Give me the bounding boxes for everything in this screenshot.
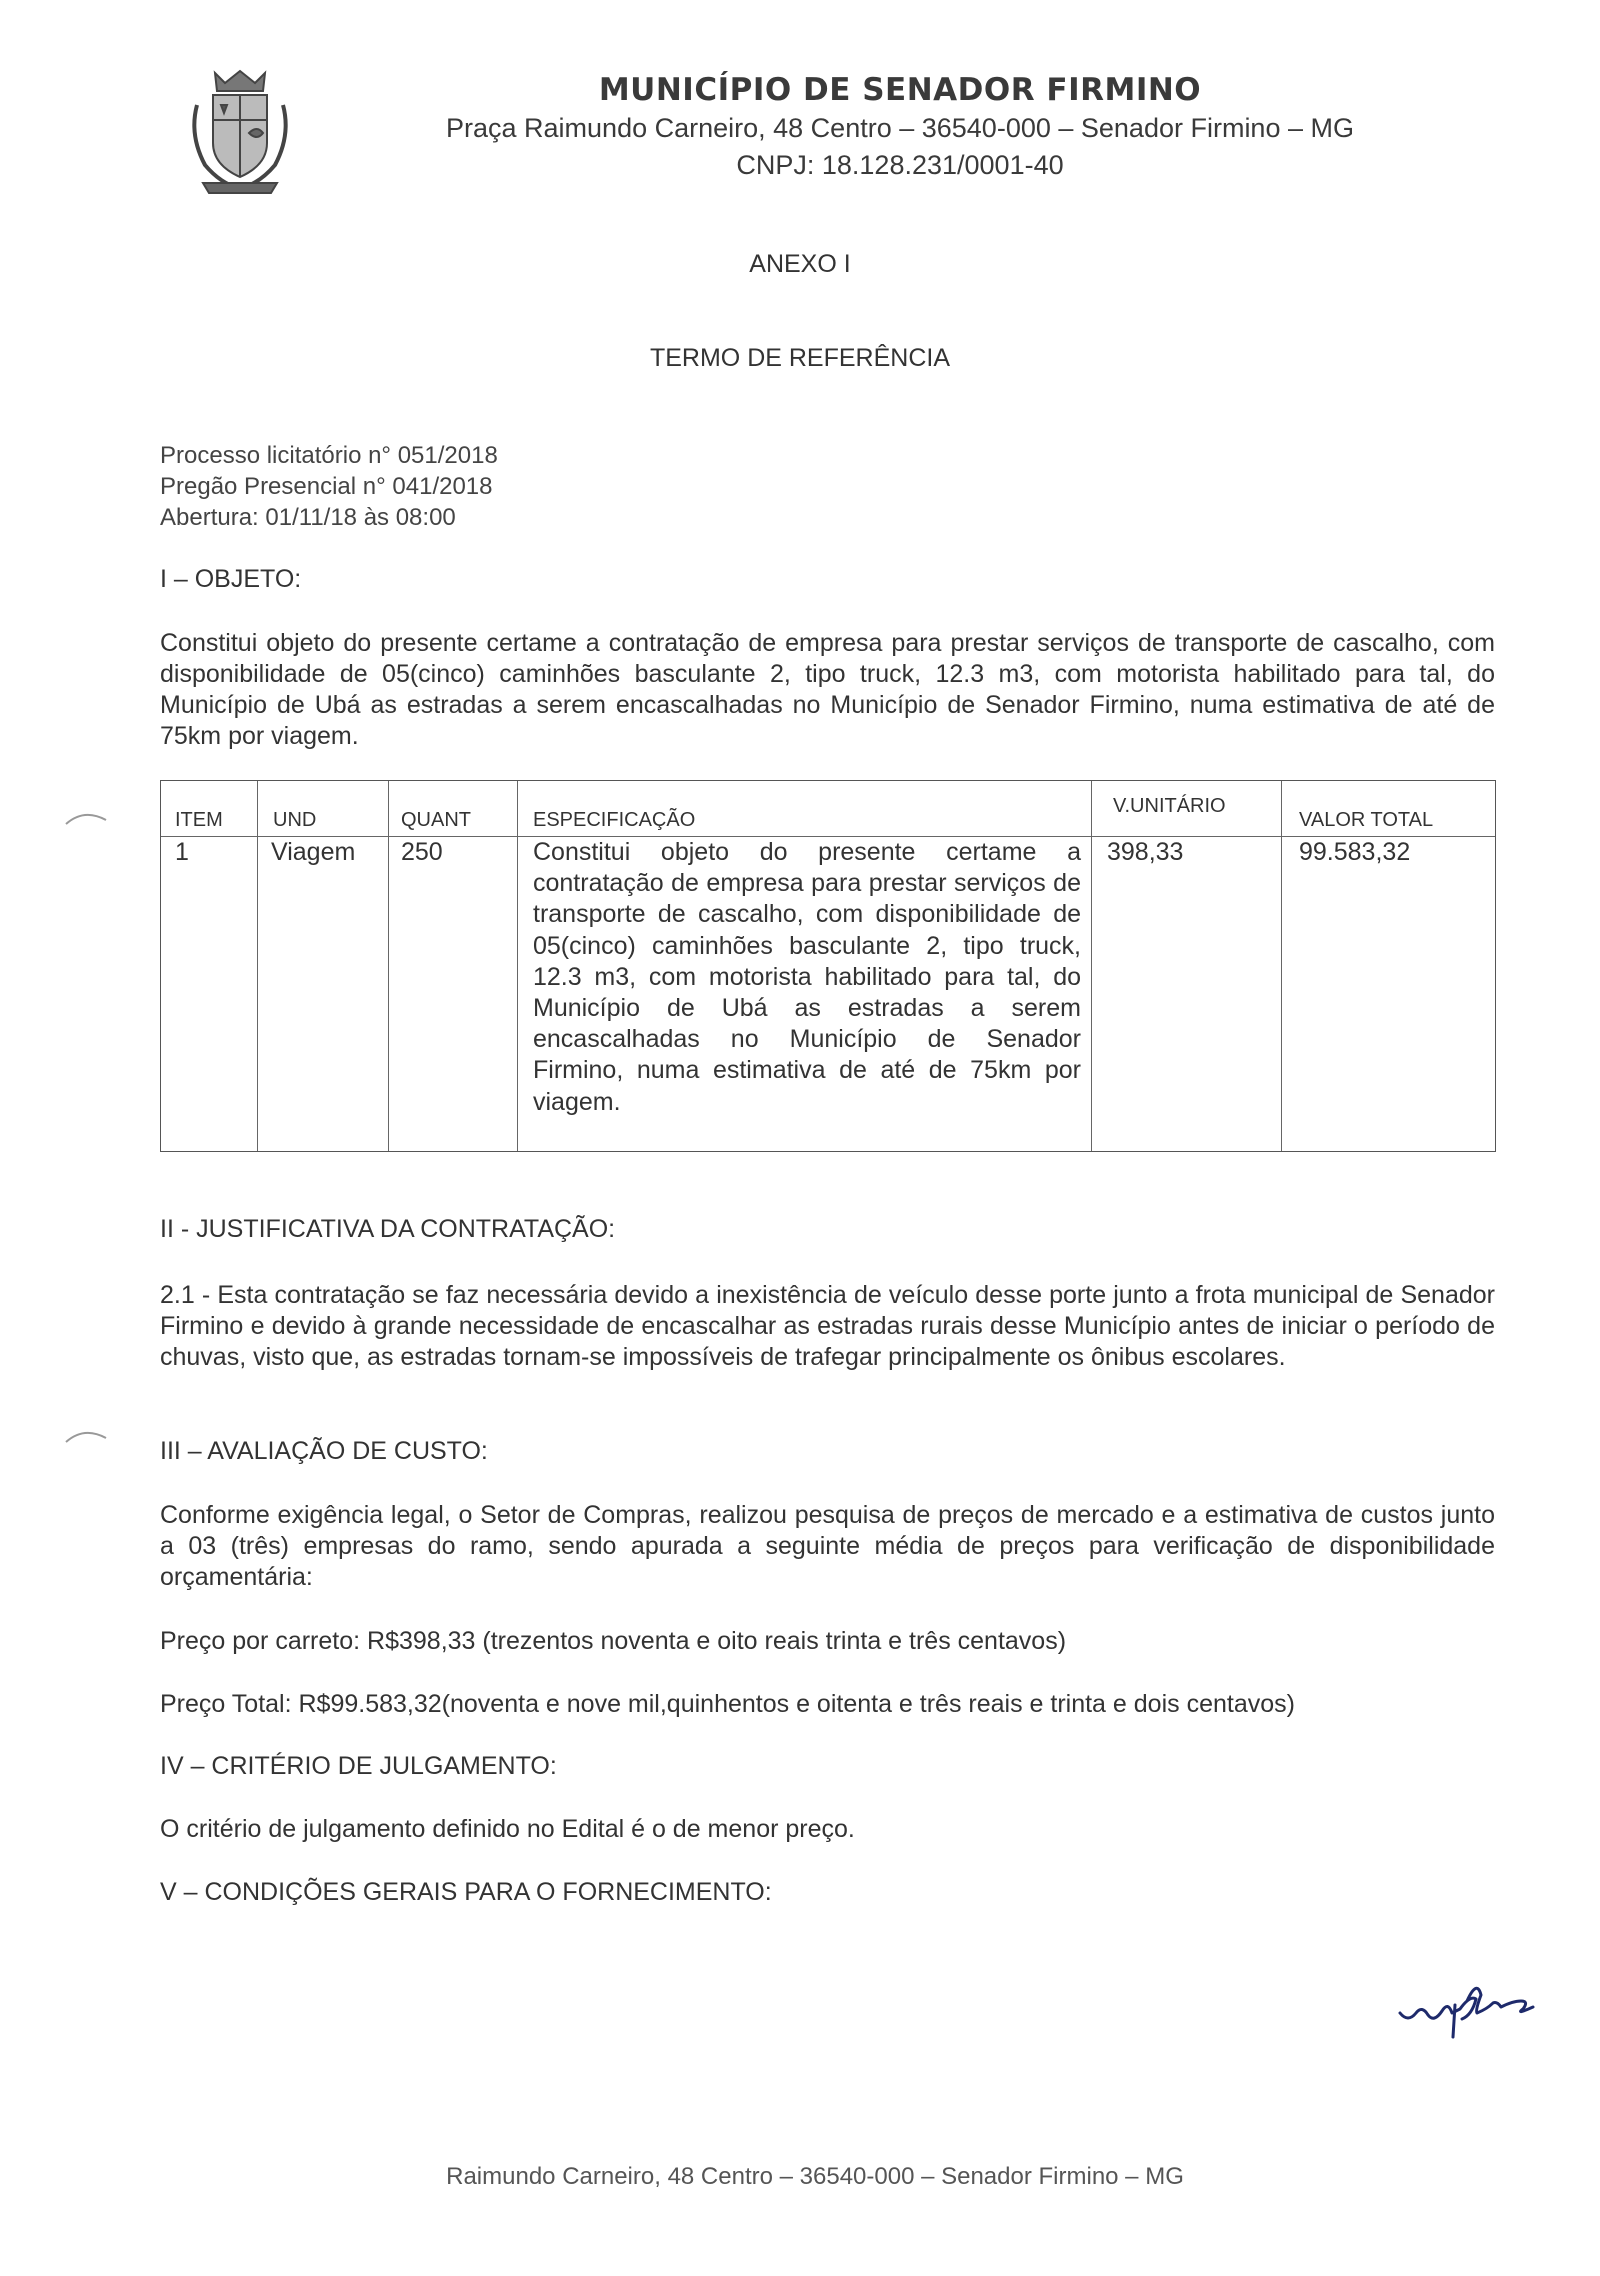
margin-mark	[62, 800, 112, 830]
table-header-unit-value: V.UNITÁRIO	[1113, 795, 1226, 817]
process-number: Processo licitatório n° 051/2018	[160, 442, 498, 469]
table-header-total-value: VALOR TOTAL	[1299, 809, 1434, 831]
document-title: TERMO DE REFERÊNCIA	[649, 344, 951, 372]
price-per-trip: Preço por carreto: R$398,33 (trezentos noventa e oito reais trinta e três centavos)	[160, 1627, 1067, 1655]
section-custo-text: Conforme exigência legal, o Setor de Compras, realizou pesquisa de preços de mercado e a estimativa de custos junto a 03 (três) empresas do ramo, sendo apurada a seguinte média de preços para verificação de disponibilidade orçamentária:	[160, 1501, 1495, 1591]
items-table	[160, 780, 1496, 1152]
section-objeto-text: Constitui objeto do presente certame a contratação de empresa para prestar serviços de transporte de cascalho, com disponibilidade de 05(cinco) caminhões basculante 2, tipo truck, 12.3 m3, com motorista habilitado para tal, do Município de Ubá as estradas a serem encascalhadas no Município de Senador Firmino, numa estimativa de até de 75km por viagem.	[160, 629, 1495, 750]
table-cell-unit-value: 398,33	[1107, 838, 1184, 866]
table-cell-spec: Constitui objeto do presente certame a contratação de empresa para prestar serviços de transporte de cascalho, com disponibilidade de 05(cinco) caminhões basculante 2, tipo truck, 12.3 m3, com motorista habilitado para tal, do Município de Ubá as estradas a serem encascalhadas no Município de Senador Firmino, numa estimativa de até de 75km por viagem.	[533, 838, 1081, 1116]
price-total: Preço Total: R$99.583,32(noventa e nove mil,quinhentos e oitenta e três reais e trinta e dois centavos)	[160, 1690, 1295, 1718]
table-cell-quant: 250	[401, 838, 443, 866]
section-condicoes-heading: V – CONDIÇÕES GERAIS PARA O FORNECIMENTO:	[160, 1878, 772, 1906]
municipality-address: Praça Raimundo Carneiro, 48 Centro – 36540-000 – Senador Firmino – MG	[446, 113, 1354, 143]
table-header-spec: ESPECIFICAÇÃO	[533, 809, 696, 831]
section-justificativa-heading: II - JUSTIFICATIVA DA CONTRATAÇÃO:	[160, 1215, 616, 1243]
section-justificativa-text: 2.1 - Esta contratação se faz necessária devido a inexistência de veículo desse porte junto a frota municipal de Senador Firmino e devido à grande necessidade de encascalhar as estradas rurais desse Município antes de iniciar o período de chuvas, visto que, as estradas tornam-se impossíveis de trafegar principalmente os ônibus escolares.	[160, 1281, 1495, 1371]
table-cell-item: 1	[175, 838, 189, 866]
pregao-number: Pregão Presencial n° 041/2018	[160, 473, 493, 500]
table-header-quant: QUANT	[401, 809, 471, 831]
opening-date: Abertura: 01/11/18 às 08:00	[160, 504, 456, 531]
table-header-item: ITEM	[175, 809, 223, 831]
section-custo-heading: III – AVALIAÇÃO DE CUSTO:	[160, 1437, 488, 1465]
municipality-cnpj: CNPJ: 18.128.231/0001-40	[736, 150, 1064, 180]
table-header-und: UND	[273, 809, 317, 831]
table-cell-total-value: 99.583,32	[1299, 838, 1411, 866]
annex-label: ANEXO I	[749, 250, 851, 278]
section-criterio-heading: IV – CRITÉRIO DE JULGAMENTO:	[160, 1752, 557, 1780]
margin-mark	[62, 1418, 112, 1448]
section-objeto-heading: I – OBJETO:	[160, 565, 302, 593]
municipality-title: MUNICÍPIO DE SENADOR FIRMINO	[598, 72, 1202, 108]
table-cell-und: Viagem	[271, 838, 356, 866]
handwritten-initials-signature	[1395, 1975, 1570, 2045]
section-criterio-text: O critério de julgamento definido no Edital é o de menor preço.	[160, 1815, 855, 1843]
page-footer-address: Raimundo Carneiro, 48 Centro – 36540-000 – Senador Firmino – MG	[446, 2163, 1184, 2190]
